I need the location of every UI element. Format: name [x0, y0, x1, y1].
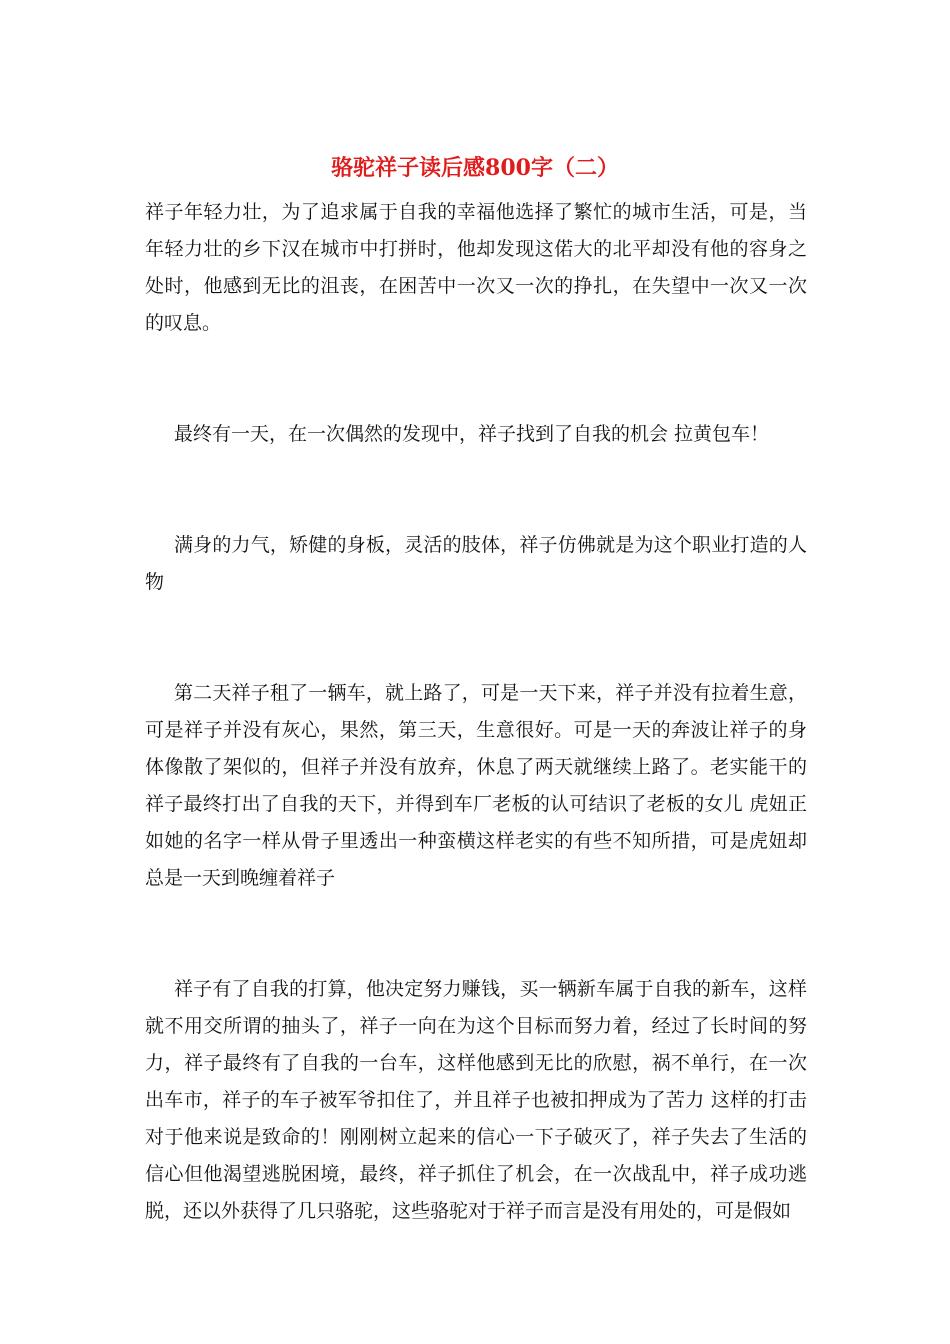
- paragraph-2: 最终有一天，在一次偶然的发现中，祥子找到了自我的机会 拉黄包车！: [174, 423, 770, 445]
- paragraph-gap: [145, 897, 807, 971]
- paragraph-3: 满身的力气，矫健的身板，灵活的肢体，祥子仿佛就是为这个职业打造的人物: [145, 534, 807, 593]
- page-title: 骆驼祥子读后感800字（二）: [331, 155, 619, 181]
- paragraph-5: 祥子有了自我的打算，他决定努力赚钱，买一辆新车属于自我的新车，这样就不用交所谓的抽头了，祥子一向在为这个目标而努力着，经过了长时间的努力，祥子最终有了自我的一台车，这样他感到无比的欣慰，祸不单行，在一次出车市，祥子的车子被军爷扣住了，并且祥子也被扣押成为了苦力 这样的打击对于他来说是致命的！刚刚树立起来的信心一下子破灭了，祥子失去了生活的信心但他渴望逃脱困境，最终，祥子抓住了机会，在一次战乱中，祥子成功逃脱，还以外获得了几只骆驼，这些骆驼对于祥子而言是没有用处的，可是假如: [145, 978, 807, 1222]
- paragraph-1: 祥子年轻力壮，为了追求属于自我的幸福他选择了繁忙的城市生活，可是，当年轻力壮的乡下汉在城市中打拼时，他却发现这偌大的北平却没有他的容身之处时，他感到无比的沮丧，在困苦中一次又一次的挣扎，在失望中一次又一次的叹息。: [145, 201, 807, 334]
- paragraph-gap: [145, 453, 807, 527]
- paragraph-gap: [145, 601, 807, 675]
- paragraph-4: 第二天祥子租了一辆车，就上路了，可是一天下来，祥子并没有拉着生意，可是祥子并没有灰心，果然，第三天，生意很好。可是一天的奔波让祥子的身体像散了架似的，但祥子并没有放弃，休息了两天就继续上路了。老实能干的祥子最终打出了自我的天下，并得到车厂老板的认可结识了老板的女儿 虎妞正如她的名字一样从骨子里透出一种蛮横这样老实的有些不知所措，可是虎妞却总是一天到晚缠着祥子: [145, 682, 807, 889]
- paragraph-gap: [145, 342, 807, 416]
- document-body: [145, 194, 807, 1230]
